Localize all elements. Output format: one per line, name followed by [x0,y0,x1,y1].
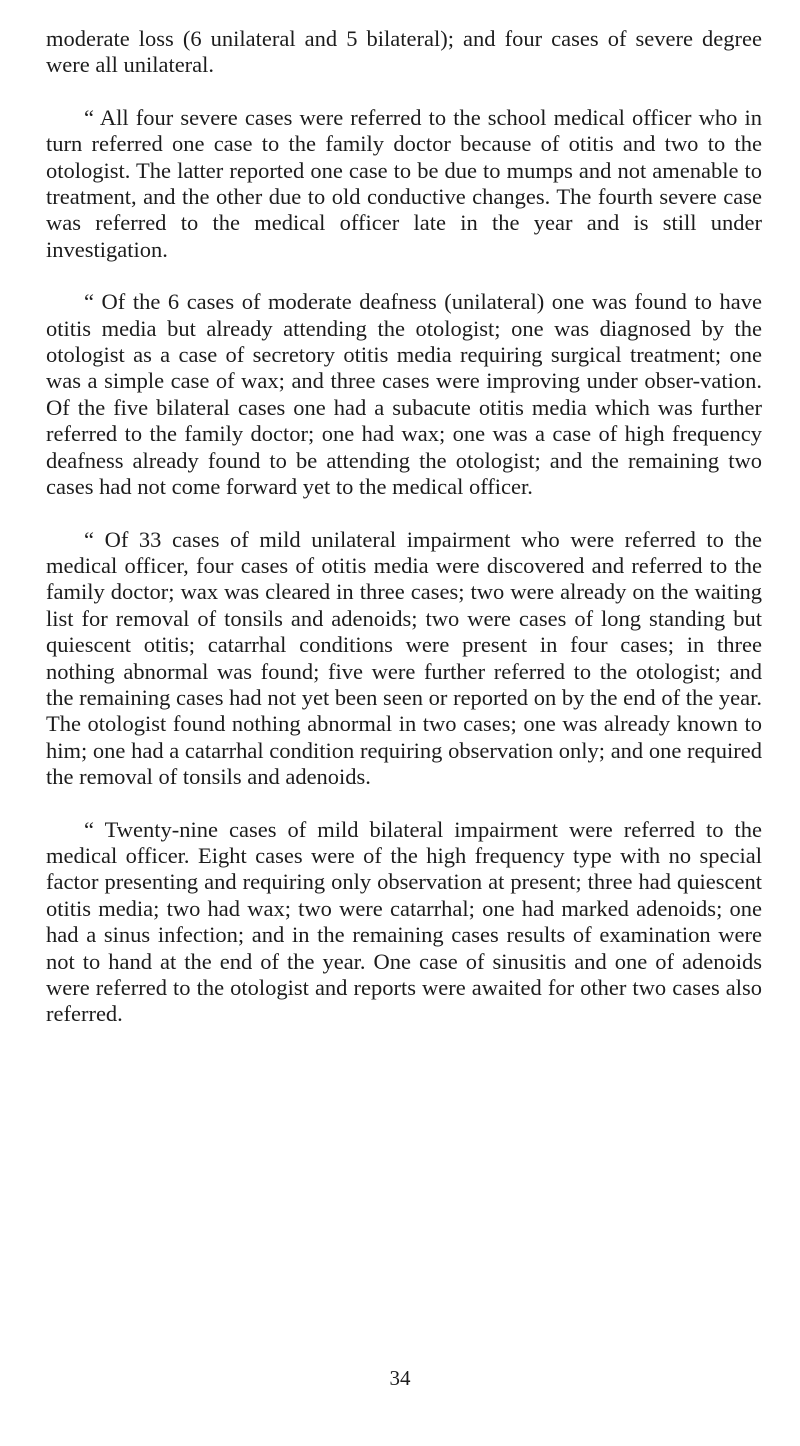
paragraph-continuation: moderate loss (6 unilateral and 5 bilateral); and four cases of severe degree were all unilateral. [46,26,762,78]
paragraph-severe-cases: “ All four severe cases were referred to the school medical officer who in turn referred one case to the family doctor because of otitis and two to the otologist. The latter reported one case to be due to mumps and not amenable to treatment, and the other due to old conductive changes. The fourth severe case was referred to the medical officer late in the year and is still under investigation. [46,104,762,262]
document-page [46,26,762,1054]
page-number: 34 [389,1366,411,1390]
paragraph-mild-bilateral: “ Twenty-nine cases of mild bilateral impairment were referred to the medical officer. Eight cases were of the high frequency type with no special factor presenting and requiring only observation at present; three had quiescent otitis media; two had wax; two were catarrhal; one had marked adenoids; one had a sinus infection; and in the remaining cases results of examination were not to hand at the end of the year. One case of sinusitis and one of adenoids were referred to the otologist and reports were awaited for other two cases also referred. [46,816,762,1027]
paragraph-moderate-deafness: “ Of the 6 cases of moderate deafness (unilateral) one was found to have otitis media but already attending the otologist; one was diagnosed by the otologist as a case of secretory otitis media requiring surgical treatment; one was a simple case of wax; and three cases were improving under obser-vation. Of the five bilateral cases one had a subacute otitis media which was further referred to the family doctor; one had wax; one was a case of high frequency deafness already found to be attending the otologist; and the remaining two cases had not come forward yet to the medical officer. [46,289,762,500]
paragraph-mild-unilateral: “ Of 33 cases of mild unilateral impairment who were referred to the medical officer, four cases of otitis media were discovered and referred to the family doctor; wax was cleared in three cases; two were already on the waiting list for removal of tonsils and adenoids; two were cases of long standing but quiescent otitis; catarrhal conditions were present in four cases; in three nothing abnormal was found; five were further referred to the otologist; and the remaining cases had not yet been seen or reported on by the end of the year. The otologist found nothing abnormal in two cases; one was already known to him; one had a catarrhal condition requiring observation only; and one required the removal of tonsils and adenoids. [46,526,762,790]
